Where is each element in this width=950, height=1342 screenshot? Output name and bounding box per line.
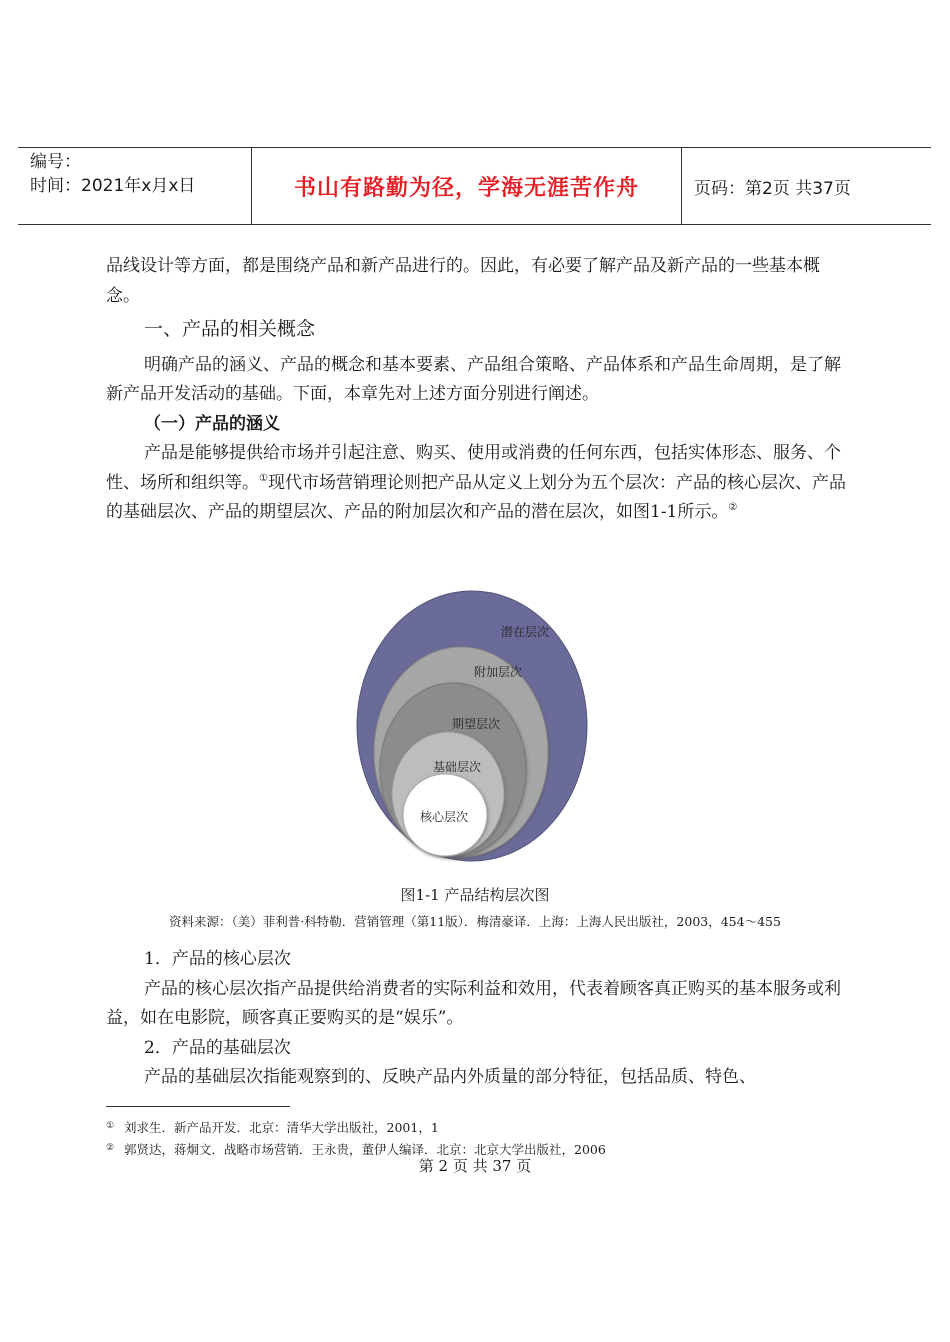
section-2-text: 产品的基础层次指能观察到的、反映产品内外质量的部分特征，包括品质、特色、 [144, 1067, 756, 1087]
footnote-1-mark: ① [106, 1121, 115, 1131]
product-layers-diagram [355, 586, 595, 866]
paragraph-1: 品线设计等方面，都是围绕产品和新产品进行的。因此，有必要了解产品及新产品的一些基本概念。 [106, 256, 820, 306]
header-motto: 书山有路勤为径，学海无涯苦作舟 [252, 148, 682, 224]
body-text [106, 252, 852, 528]
layer-label-basic: 基础层次 [432, 760, 482, 774]
section-1-text: 产品的核心层次指产品提供给消费者的实际利益和效用，代表着顾客真正购买的基本服务或利益，如在电影院，顾客真正要购买的是“娱乐”。 [106, 978, 841, 1028]
layer-label-expected: 期望层次 [451, 717, 501, 731]
paragraph-2: 明确产品的涵义、产品的概念和基本要素、产品组合策略、产品体系和产品生命周期，是了解新产品开发活动的基础。下面，本章先对上述方面分别进行阐述。 [106, 354, 841, 404]
layer-label-augmented: 附加层次 [473, 665, 523, 679]
footnote-2-text: 郭贤达，蒋炯文．战略市场营销．王永贵，董伊人编译．北京：北京大学出版社，2006 [124, 1142, 606, 1157]
paragraph-3-part-1: 产品是能够提供给市场并引起注意、购买、使用或消费的任何东西，包括实体形态、服务、个性、场所和组织等。 [106, 443, 841, 493]
page-footer: 第 2 页 共 37 页 [418, 1157, 532, 1175]
section-heading-2: （一）产品的涵义 [144, 413, 280, 434]
header-table [18, 147, 931, 225]
footnote-1-text: 刘求生．新产品开发．北京：清华大学出版社，2001，1 [124, 1120, 439, 1135]
layer-label-potential: 潜在层次 [500, 625, 550, 639]
document-number-label: 编号： [30, 152, 81, 172]
paragraph-3 [106, 439, 852, 528]
footnote-ref-1[interactable]: ① [259, 472, 268, 484]
layer-sections [106, 945, 852, 1093]
figure-caption: 图1-1 产品结构层次图 [400, 886, 550, 904]
footnote-1 [106, 1116, 606, 1138]
section-2-title: 2．产品的基础层次 [144, 1037, 291, 1058]
header-left-cell [18, 148, 252, 224]
section-1-title: 1．产品的核心层次 [144, 949, 291, 969]
paragraph-3-part-2: 现代市场营销理论则把产品从定义上划分为五个层次：产品的核心层次、产品的基础层次、产品的期望层次、产品的附加层次和产品的潜在层次，如图1-1所示。 [106, 472, 846, 522]
layer-label-core: 核心层次 [419, 810, 469, 824]
footnote-divider [106, 1106, 290, 1107]
footnotes [106, 1116, 606, 1160]
header-page-label: 页码：第2页 共37页 [694, 178, 851, 199]
footnote-2-mark: ② [106, 1143, 115, 1153]
section-heading-1: 一、产品的相关概念 [144, 318, 316, 340]
document-time-label: 时间：2021年x月x日 [30, 176, 196, 196]
figure-source: 资料来源：（美）菲利普·科特勒．营销管理（第11版）．梅清豪译．上海：上海人民出版社，2003，454～455 [169, 914, 781, 929]
footnote-ref-2[interactable]: ② [728, 502, 738, 513]
